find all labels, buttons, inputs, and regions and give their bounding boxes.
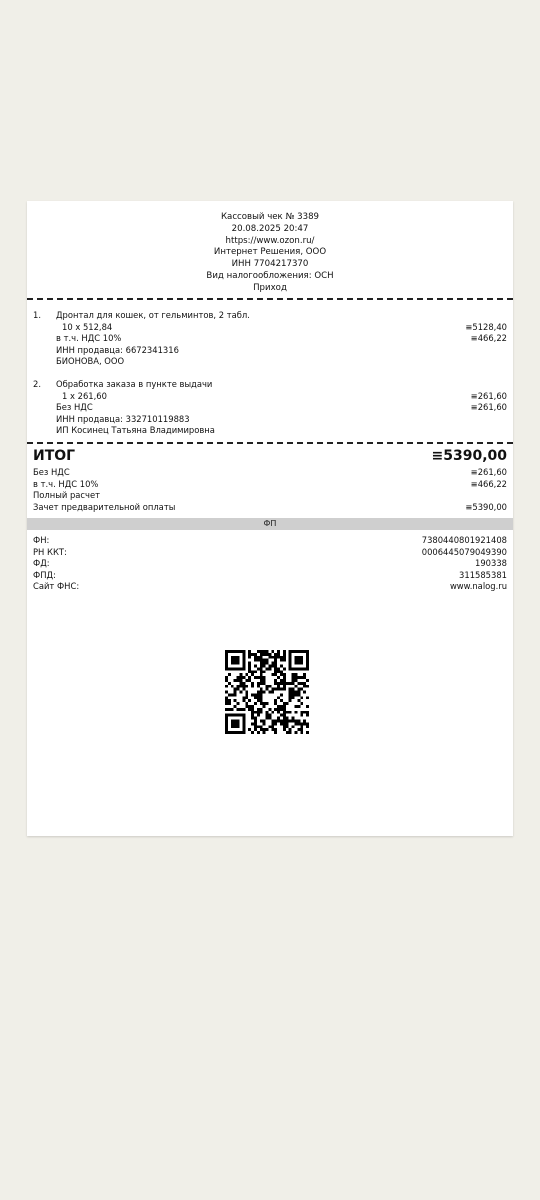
- item-qty-price: 10 x 512,84: [62, 321, 113, 332]
- company-inn: ИНН 7704217370: [231, 259, 309, 270]
- fiscal-info: [33, 535, 507, 593]
- item-vat-amount: ≡261,60: [470, 402, 507, 413]
- fp-bar: ФП: [27, 518, 513, 530]
- total-value: ≡5390,00: [431, 448, 507, 464]
- item-index: 1.: [33, 310, 41, 320]
- company-name: Интернет Решения, ООО: [213, 247, 327, 258]
- receipt-datetime: 20.08.2025 20:47: [231, 223, 309, 234]
- line-item-1: [33, 310, 507, 368]
- item-seller-name: ИП Косинец Татьяна Владимировна: [56, 425, 215, 436]
- vat-label: в т.ч. НДС 10%: [33, 478, 99, 489]
- item-seller-inn: ИНН продавца: 6672341316: [56, 344, 179, 355]
- item-amount: ≡261,60: [470, 390, 507, 401]
- fns-site-value: www.nalog.ru: [449, 581, 507, 592]
- divider-top: [27, 298, 513, 300]
- no-vat-value: ≡261,60: [470, 467, 507, 477]
- fd-value: 190338: [475, 558, 507, 569]
- prepayment-value: ≡5390,00: [465, 501, 507, 512]
- fd-label: ФД:: [33, 558, 50, 569]
- totals-section: [33, 447, 507, 513]
- fn-value: 7380440801921408: [421, 535, 507, 545]
- divider-bottom: [27, 442, 513, 444]
- tax-system: Вид налогообложения: ОСН: [206, 270, 334, 281]
- item-vat-label: в т.ч. НДС 10%: [56, 333, 122, 344]
- item-seller-name: БИОНОВА, ООО: [56, 356, 125, 367]
- vat-value: ≡466,22: [470, 478, 507, 489]
- receipt-header: [27, 201, 513, 295]
- receipt-number: Кассовый чек № 3389: [220, 212, 320, 222]
- item-name: Обработка заказа в пункте выдачи: [56, 379, 213, 389]
- fpd-value: 311585381: [459, 569, 507, 580]
- item-vat-label: Без НДС: [56, 402, 93, 413]
- item-seller-inn: ИНН продавца: 332710119883: [56, 413, 190, 424]
- item-index: 2.: [33, 379, 41, 389]
- operation-type: Приход: [253, 282, 287, 293]
- total-label: ИТОГ: [33, 448, 76, 464]
- fpd-label: ФПД:: [33, 569, 56, 580]
- item-vat-amount: ≡466,22: [470, 333, 507, 344]
- item-amount: ≡5128,40: [465, 321, 507, 332]
- qr-code: [225, 650, 309, 734]
- payment-method: Полный расчет: [33, 490, 100, 501]
- rn-kkt-value: 0006445079049390: [421, 546, 507, 557]
- rn-kkt-label: РН ККТ:: [33, 546, 67, 557]
- seller-website: https://www.ozon.ru/: [225, 235, 315, 246]
- fn-label: ФН:: [33, 535, 50, 545]
- item-name: Дронтал для кошек, от гельминтов, 2 табл.: [56, 310, 250, 320]
- no-vat-label: Без НДС: [33, 467, 70, 477]
- prepayment-label: Зачет предварительной оплаты: [33, 501, 176, 512]
- receipt: [27, 201, 513, 836]
- item-qty-price: 1 x 261,60: [62, 390, 107, 401]
- line-item-2: [33, 379, 507, 437]
- fns-site-label: Сайт ФНС:: [33, 581, 80, 592]
